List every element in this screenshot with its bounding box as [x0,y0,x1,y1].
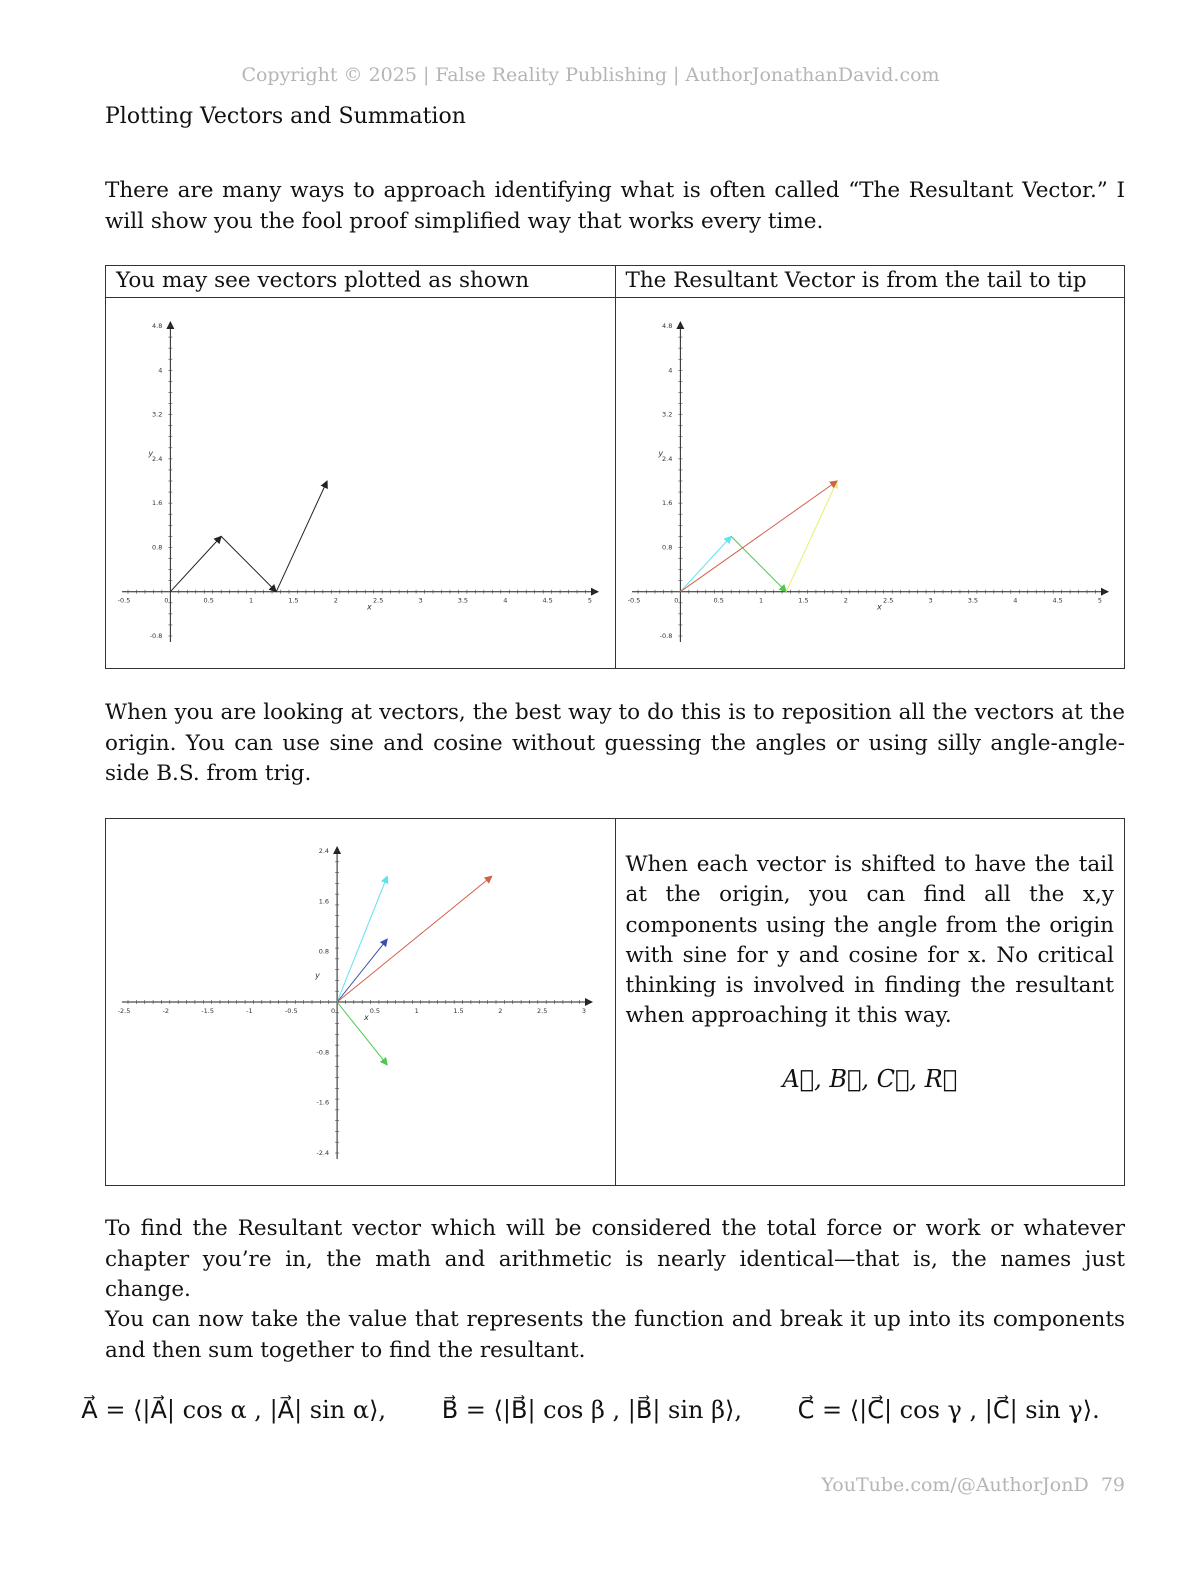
plot-cell-origin [106,819,616,1186]
x-tick-label: -0.5 [117,596,131,605]
y-tick-label: -2.4 [316,1149,330,1157]
y-axis-label: y [657,449,663,459]
vector-plot-table [105,265,1125,669]
y-axis-label: y [315,970,320,980]
y-tick-label: -0.8 [149,632,163,640]
y-tick-label: 4 [667,366,672,375]
x-tick-label: -0.5 [627,596,640,605]
x-tick-label: 3.5 [457,596,469,605]
x-tick-label: 1 [758,596,763,605]
x-tick-label: 0.5 [203,596,214,605]
y-tick-label: 0.8 [661,543,672,552]
page-number: 79 [1100,1474,1125,1496]
vector-green [731,536,786,591]
x-tick-label: 1.5 [288,596,299,605]
x-tick-label: 2.5 [537,1007,548,1015]
x-tick-label: 0 [331,1007,336,1015]
y-tick-label: 0.8 [318,947,330,956]
origin-text-cell [615,819,1125,1186]
x-tick-label: 2 [498,1007,503,1015]
vector-black [276,481,327,592]
components-paragraph: You can now take the value that represents the function and break it up into its components and then sum together to find the resultant. [105,1307,1125,1363]
left-header: You may see vectors plotted as shown [106,266,616,298]
y-tick-label: -1.6 [316,1098,330,1107]
x-tick-label: 4 [503,596,508,605]
vector-red [337,876,492,1002]
copyright-header: Copyright © 2025 | False Reality Publishing | AuthorJonathanDavid.com [241,64,940,86]
page-footer [821,1474,1125,1496]
origin-vectors-plot [106,819,614,1181]
vector-red [680,481,837,592]
x-axis-label: x [367,602,372,612]
y-tick-label: -0.8 [316,1048,330,1057]
resultant-plot [616,298,1124,664]
origin-explanation: When each vector is shifted to have the tail at the origin, you can find all the x,y components using the angle from the origin with sine for y and cosine for x. No critical thinking is involved in finding the resultant when approaching it this way. [625,852,1114,1029]
formula-a: A⃗ = ⟨|A⃗| cos α , |A⃗| sin α⟩, [81,1396,387,1424]
vector-black [221,536,276,591]
x-tick-label: 0.5 [369,1007,381,1015]
y-tick-label: 0.8 [152,543,163,552]
x-tick-label: -0.5 [284,1007,298,1015]
x-tick-label: 1 [249,596,254,605]
y-tick-label: 2.4 [318,847,330,855]
vector-cyan [337,876,387,1002]
x-tick-label: 0 [164,596,169,605]
vector-names: A⃗, B⃗, C⃗, R⃗ [782,1064,958,1093]
x-tick-label: 2 [333,596,338,605]
y-tick-label: 1.6 [318,897,330,906]
section-title: Plotting Vectors and Summation [105,104,466,129]
tip-to-tail-plot [106,298,614,664]
x-tick-label: 3.5 [967,596,978,605]
x-tick-label: 2 [843,596,848,605]
formula-c: C⃗ = ⟨|C⃗| cos γ , |C⃗| sin γ⟩. [797,1396,1100,1424]
vector-cyan [680,536,731,591]
y-tick-label: 4.8 [661,322,672,330]
x-tick-label: 3 [927,596,933,605]
y-tick-label: 3.2 [661,410,672,419]
y-tick-label: 2.4 [152,454,163,463]
x-tick-label: -1 [246,1007,253,1015]
x-axis-label: x [364,1013,369,1022]
x-tick-label: 3 [581,1007,587,1015]
reposition-paragraph: When you are looking at vectors, the best way to do this is to reposition all the vectors at the origin. You can use sine and cosine without guessing the angles or using silly angle-angle-side B.S. from trig. [105,700,1125,786]
x-axis-label: x [876,602,882,612]
y-tick-label: 4.8 [152,322,163,330]
right-header: The Resultant Vector is from the tail to tip [615,266,1125,298]
y-tick-label: 1.6 [152,499,163,508]
footer-channel: YouTube.com/@AuthorJonD [821,1474,1089,1496]
x-tick-label: 0.5 [713,596,724,605]
plot-cell-left [106,298,616,669]
vector-black [170,536,221,591]
x-tick-label: 3 [418,596,423,605]
x-tick-label: 1 [414,1007,419,1015]
x-tick-label: -2.5 [117,1007,131,1015]
vector-yellow [786,481,837,592]
y-tick-label: -0.8 [659,632,672,640]
y-tick-label: 3.2 [152,410,163,419]
origin-table [105,818,1125,1186]
y-axis-label: y [148,449,154,459]
intro-paragraph: There are many ways to approach identifying what is often called “The Resultant Vector.” I will show you the fool proof simplified way that works every time. [105,178,1125,234]
resultant-paragraph: To find the Resultant vector which will be considered the total force or work or whatever chapter you’re in, the math and arithmetic is nearly identical—that is, the names just change. [105,1216,1125,1302]
y-tick-label: 4 [158,366,163,375]
component-formulas [0,1396,1181,1424]
vector-blue [337,939,387,1002]
x-tick-label: 0 [673,596,678,605]
x-tick-label: 5 [587,596,593,605]
x-tick-label: 1.5 [797,596,809,605]
x-tick-label: 4.5 [1051,596,1063,605]
plot-cell-right [615,298,1125,669]
x-tick-label: -1.5 [201,1007,214,1015]
x-tick-label: 4 [1012,596,1017,605]
x-tick-label: 5 [1097,596,1102,605]
x-tick-label: 1.5 [453,1007,464,1015]
y-tick-label: 1.6 [661,499,672,508]
formula-b: B⃗ = ⟨|B⃗| cos β , |B⃗| sin β⟩, [441,1396,742,1424]
y-tick-label: 2.4 [661,454,672,463]
x-tick-label: 2.5 [373,596,384,605]
x-tick-label: 2.5 [882,596,893,605]
x-tick-label: -2 [162,1007,170,1015]
x-tick-label: 4.5 [542,596,553,605]
